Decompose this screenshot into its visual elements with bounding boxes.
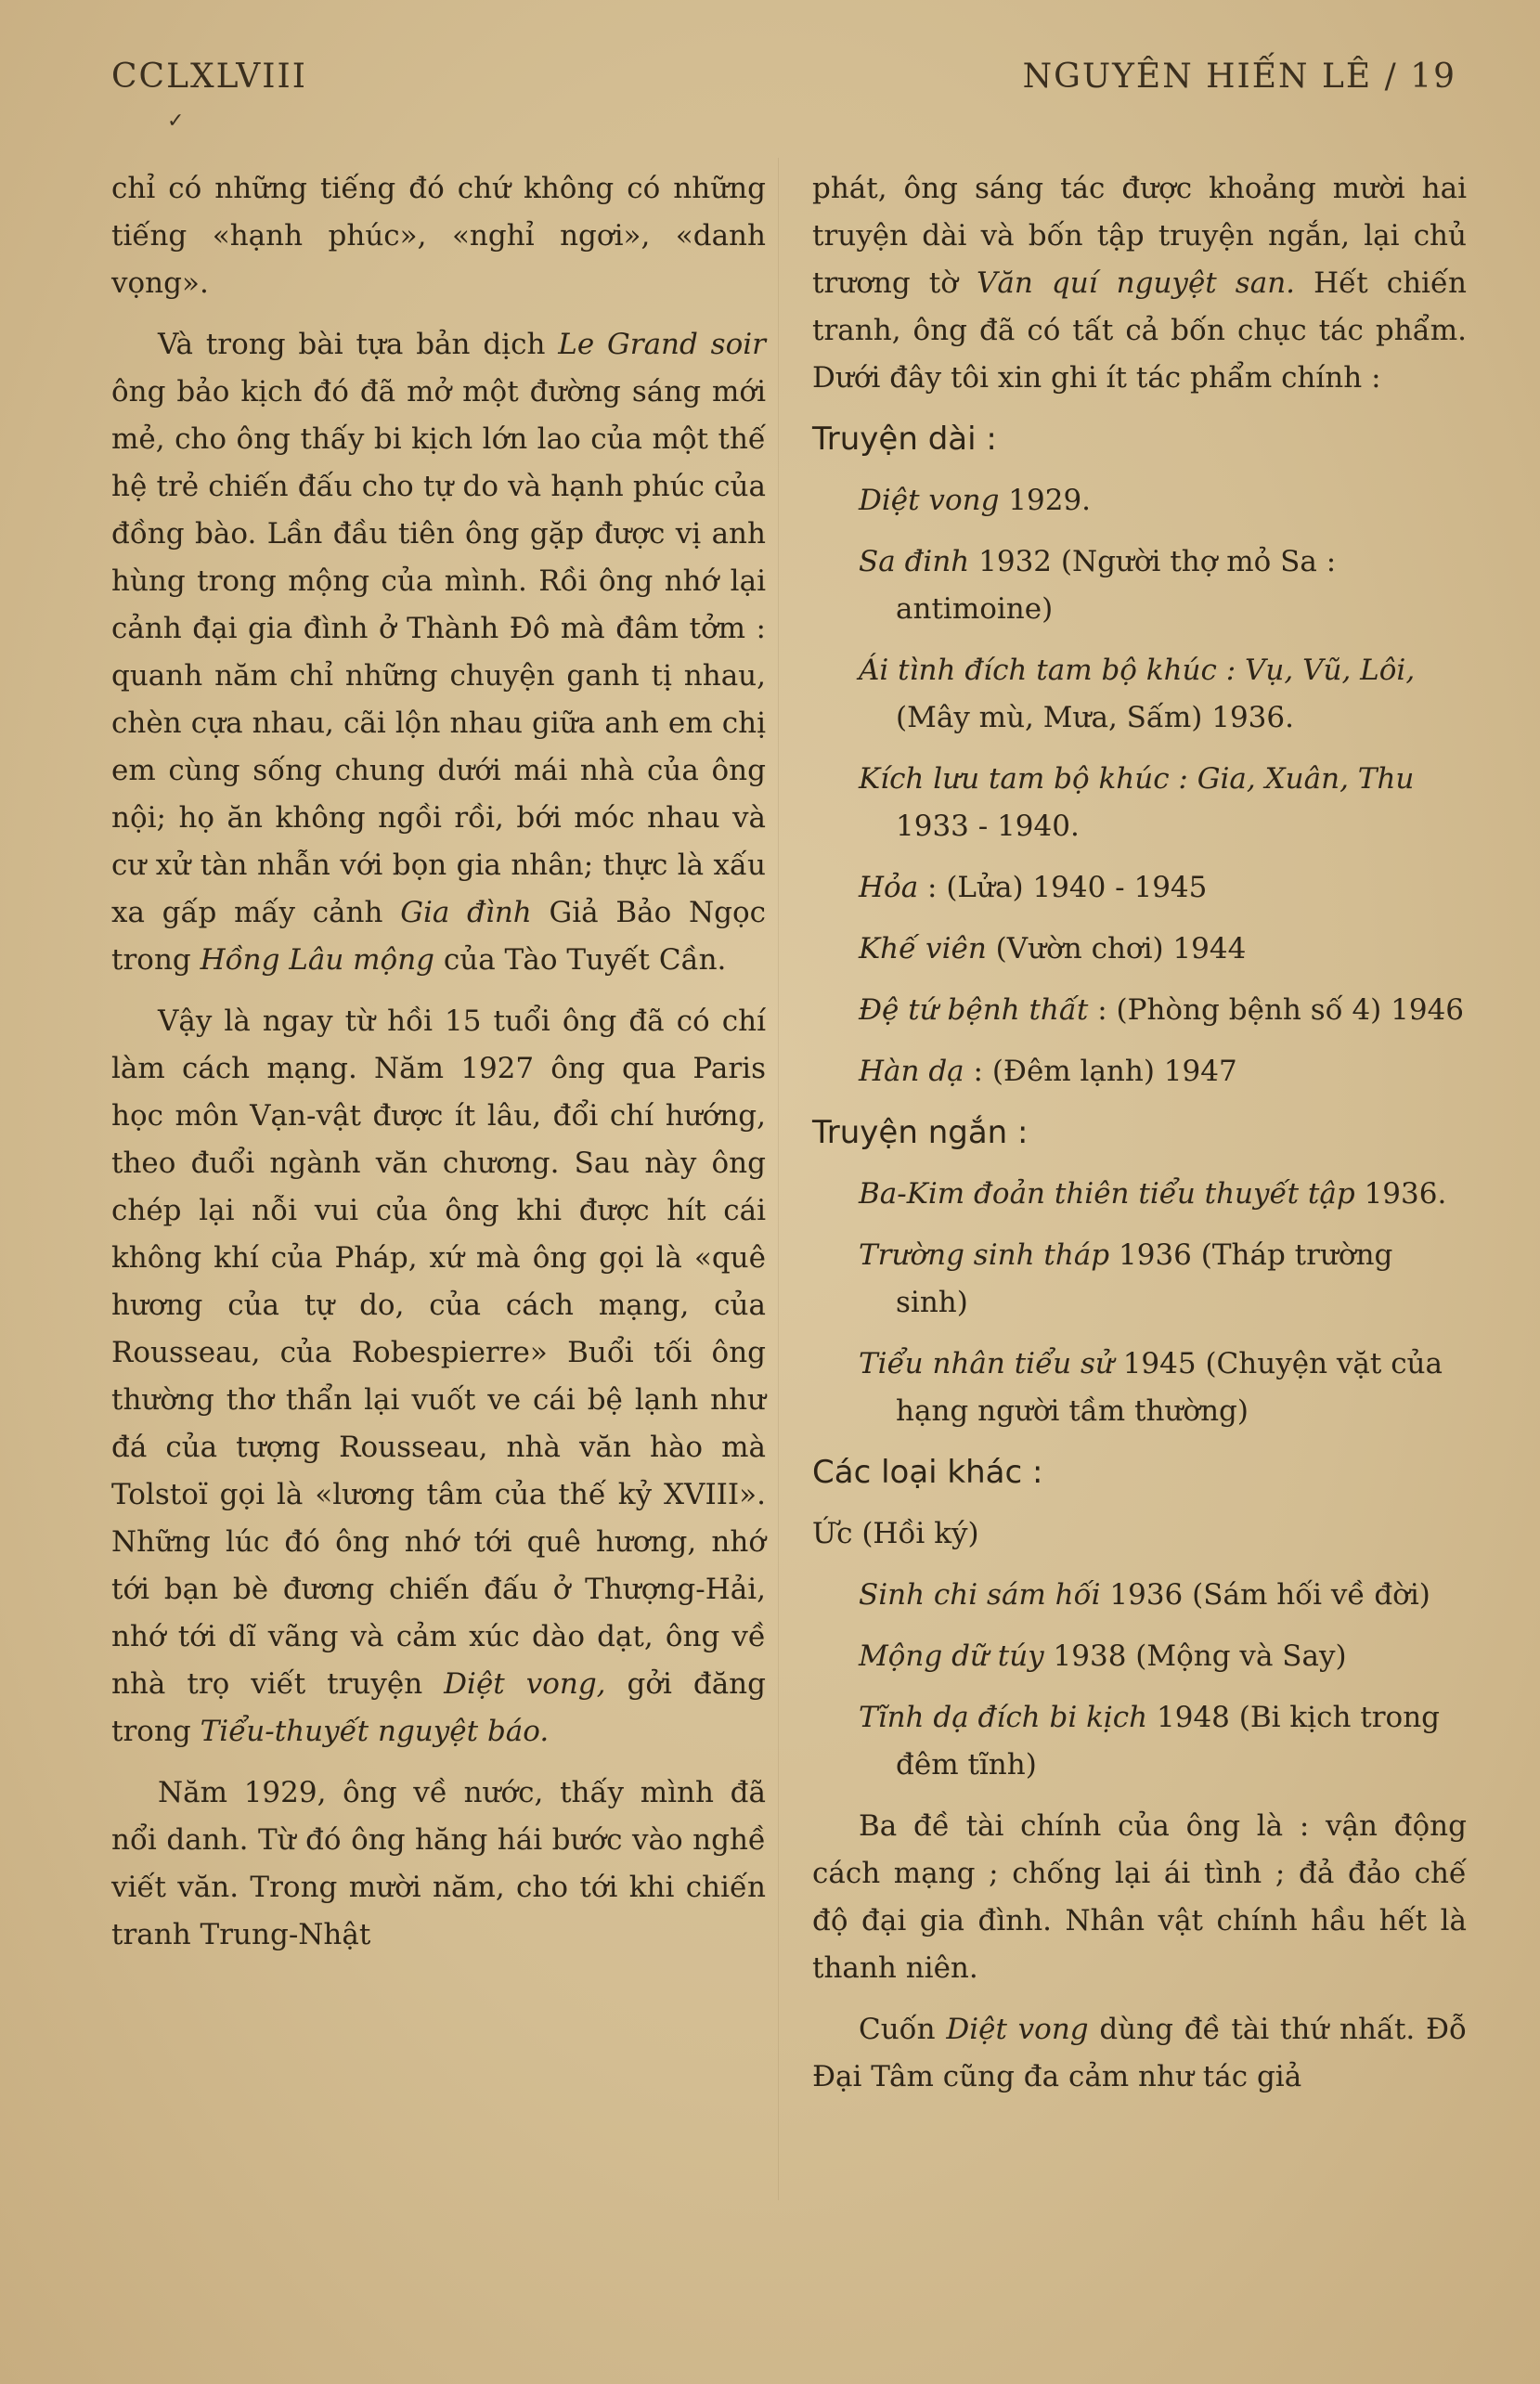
paragraph: Năm 1929, ông về nước, thấy mình đã nổi danh. Từ đó ông hăng hái bước vào nghề viết văn. Trong mười năm, cho tới khi chiến tranh Trung-Nhật [111,1776,766,1951]
list-item: Mộng dữ túy 1938 (Mộng và Say) [859,1639,1347,1673]
memoir-subheading: Ức (Hồi ký) [812,1517,979,1550]
column-divider [778,158,779,2200]
roman-page-number: CCLXLVIII [111,58,307,96]
list-item: Tiểu nhân tiểu sử 1945 (Chuyện vặt của hạng người tầm thường) [859,1347,1443,1428]
author-and-page-number: NGUYÊN HIẾN LÊ / 19 [1022,58,1456,96]
list-item: Hàn dạ : (Đêm lạnh) 1947 [859,1055,1237,1088]
list-item: Diệt vong 1929. [859,484,1092,517]
pen-mark: ✓ [167,110,185,133]
right-column [812,165,1467,2115]
novel-list [812,477,1467,1095]
list-item: Ái tình đích tam bộ khúc : Vụ, Vũ, Lôi, (Mây mù, Mưa, Sấm) 1936. [859,654,1416,734]
list-item: Tĩnh dạ đích bi kịch 1948 (Bi kịch trong đêm tĩnh) [859,1701,1441,1782]
list-item: Sinh chi sám hối 1936 (Sám hối về đời) [859,1578,1430,1612]
story-list [812,1171,1467,1435]
paragraph: Và trong bài tựa bản dịch Le Grand soir ông bảo kịch đó đã mở một đường sáng mới mẻ, cho ông thấy bi kịch lớn lao của một thế hệ trẻ chiến đấu cho tự do và hạnh phúc của đồng bào. Lần đầu tiên ông gặp được vị anh hùng trong mộng của mình. Rồi ông nhớ lại cảnh đại gia đình ở Thành Đô mà đâm tởm : quanh năm chỉ những chuyện ganh tị nhau, chèn cựa nhau, cãi lộn nhau giữa anh em chị em cùng sống chung dưới mái nhà của ông nội; họ ăn không ngồi rồi, bới móc nhau và cư xử tàn nhẫn với bọn gia nhân; thực là xấu xa gấp mấy cảnh Gia đình Giả Bảo Ngọc trong Hồng Lâu mộng của Tào Tuyết Cần. [111,328,766,977]
section-heading-short-stories: Truyện ngắn : [812,1114,1029,1151]
section-heading-other-works: Các loại khác : [812,1454,1043,1491]
list-item: Sa đinh 1932 (Người thợ mỏ Sa : antimoine) [859,545,1337,626]
list-item: Kích lưu tam bộ khúc : Gia, Xuân, Thu 1933 - 1940. [859,762,1415,843]
paragraph: phát, ông sáng tác được khoảng mười hai truyện dài và bốn tập truyện ngắn, lại chủ trương tờ Văn quí nguyệt san. Hết chiến tranh, ông đã có tất cả bốn chục tác phẩm. Dưới đây tôi xin ghi ít tác phẩm chính : [812,172,1468,395]
other-list [812,1572,1467,1789]
paragraph: chỉ có những tiếng đó chứ không có những tiếng «hạnh phúc», «nghỉ ngơi», «danh vọng». [111,172,766,300]
left-column [111,165,766,1973]
list-item: Trường sinh tháp 1936 (Tháp trường sinh) [859,1238,1393,1319]
paragraph: Vậy là ngay từ hồi 15 tuổi ông đã có chí làm cách mạng. Năm 1927 ông qua Paris học môn Vạn-vật được ít lâu, đổi chí hướng, theo đuổi ngành văn chương. Sau này ông chép lại nỗi vui của ông khi được hít cái không khí của Pháp, xứ mà ông gọi là «quê hương của tự do, của cách mạng, của Rousseau, của Robespierre» Buổi tối ông thường thơ thẩn lại vuốt ve cái bệ lạnh như đá của tượng Rousseau, nhà văn hào mà Tolstoï gọi là «lương tâm của thế kỷ XVIII». Những lúc đó ông nhớ tới quê hương, nhớ tới bạn bè đương chiến đấu ở Thượng-Hải, nhớ tới dĩ vãng và cảm xúc dào dạt, ông về nhà trọ viết truyện Diệt vong, gởi đăng trong Tiểu-thuyết nguyệt báo. [111,1004,766,1748]
running-header [111,58,1456,113]
paragraph: Ba đề tài chính của ông là : vận động cách mạng ; chống lại ái tình ; đả đảo chế độ đại gia đình. Nhân vật chính hầu hết là thanh niên. [812,1809,1467,1985]
paragraph: Cuốn Diệt vong dùng đề tài thứ nhất. Đỗ Đại Tâm cũng đa cảm như tác giả [812,2013,1467,2093]
list-item: Ba-Kim đoản thiên tiểu thuyết tập 1936. [859,1177,1447,1211]
section-heading-novels: Truyện dài : [812,421,997,458]
list-item: Khế viên (Vườn chơi) 1944 [859,932,1247,965]
list-item: Đệ tứ bệnh thất : (Phòng bệnh số 4) 1946 [859,993,1465,1027]
list-item: Hỏa : (Lửa) 1940 - 1945 [859,871,1208,904]
